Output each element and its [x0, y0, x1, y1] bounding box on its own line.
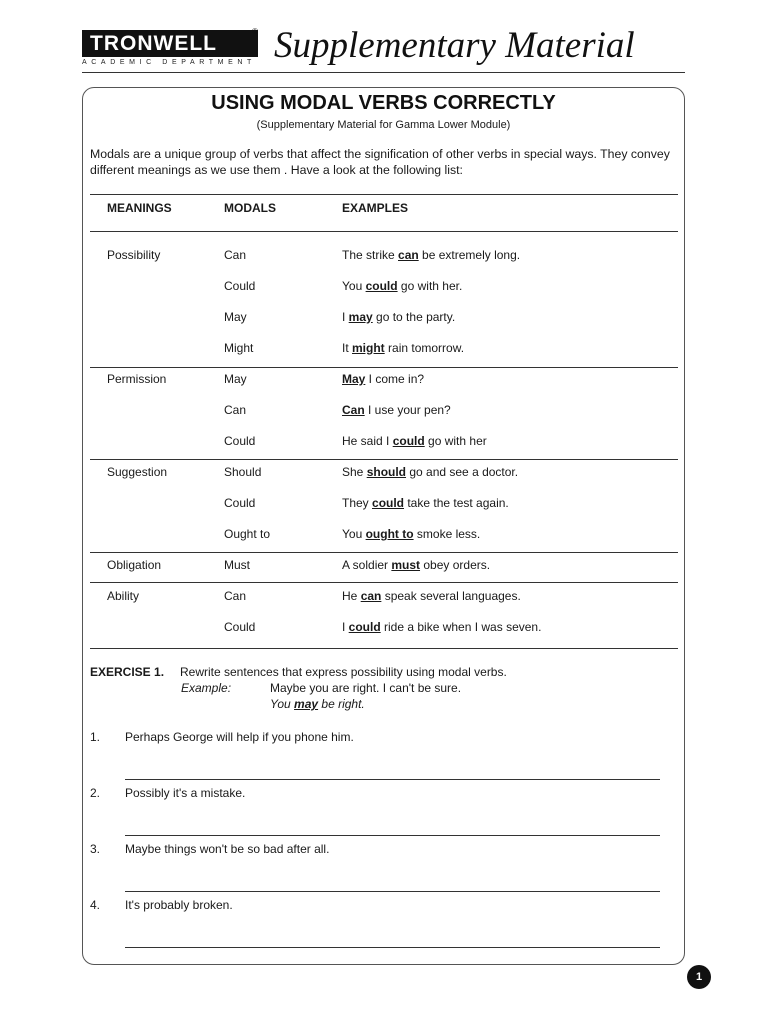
example-text-before: You — [342, 279, 366, 293]
example-text-before: He said I — [342, 434, 393, 448]
example-modal-word: May — [342, 372, 366, 386]
example-text-after: go to the party. — [372, 310, 456, 324]
cell-modal: Ought to — [224, 527, 271, 541]
table-top-rule — [90, 194, 678, 195]
cell-example — [342, 248, 520, 263]
example-text-after: go with her — [424, 434, 487, 448]
question-number: 1. — [90, 730, 101, 744]
example-text-before: He — [342, 589, 361, 603]
cell-modal: Must — [224, 558, 251, 572]
column-header-modals: MODALS — [224, 201, 276, 215]
example-modal-word: can — [398, 248, 419, 262]
example-text-after: be extremely long. — [418, 248, 521, 262]
group-divider — [90, 367, 678, 368]
cell-modal: Can — [224, 403, 247, 417]
logo-registered-mark: ® — [252, 27, 258, 36]
answer-line[interactable] — [125, 891, 660, 892]
group-divider — [90, 552, 678, 553]
example-modal-word: could — [365, 279, 398, 293]
example-modal-word: must — [391, 558, 421, 572]
example-text-before: You — [342, 527, 366, 541]
header-divider — [82, 72, 685, 73]
example-text-after: take the test again. — [404, 496, 509, 510]
cell-example — [342, 527, 480, 542]
header-title: Supplementary Material — [274, 25, 635, 66]
header-bottom-rule — [90, 231, 678, 232]
question-number: 4. — [90, 898, 101, 912]
document-title: USING MODAL VERBS CORRECTLY — [211, 92, 556, 114]
logo-text: TRONWELL — [90, 32, 217, 55]
example-text-after: ride a bike when I was seven. — [380, 620, 542, 634]
group-divider — [90, 582, 678, 583]
tronwell-logo — [82, 30, 258, 57]
example-modal-word: Can — [342, 403, 365, 417]
intro-paragraph: Modals are a unique group of verbs that affect the signification of other verbs in special ways. They convey different meanings as we use them . Have a look at the following list: — [90, 147, 670, 177]
example-text-after: go with her. — [397, 279, 463, 293]
example-modal-word: could — [348, 620, 381, 634]
cell-meaning: Ability — [107, 589, 140, 603]
question-number: 3. — [90, 842, 101, 856]
example-modal-word: ought to — [365, 527, 414, 541]
group-divider — [90, 459, 678, 460]
cell-example — [342, 496, 509, 511]
cell-example — [342, 620, 541, 635]
cell-example — [342, 465, 518, 480]
example-modal-word: may — [348, 310, 373, 324]
example-text-before: I — [342, 620, 349, 634]
cell-example — [342, 372, 424, 387]
example-text-before: She — [342, 465, 367, 479]
cell-meaning: Suggestion — [107, 465, 168, 479]
question-text: Possibly it's a mistake. — [125, 786, 246, 800]
example-label: Example: — [181, 681, 232, 695]
example-text-after: speak several languages. — [381, 589, 521, 603]
logo-subtitle: ACADEMIC DEPARTMENT — [82, 59, 256, 66]
example-text-after: smoke less. — [413, 527, 481, 541]
cell-meaning: Permission — [107, 372, 167, 386]
cell-modal: Could — [224, 496, 256, 510]
cell-example — [342, 434, 487, 449]
question-text: Maybe things won't be so bad after all. — [125, 842, 330, 856]
example-modal-word: might — [352, 341, 385, 355]
example-text-before: They — [342, 496, 373, 510]
exercise-instruction: Rewrite sentences that express possibility using modal verbs. — [180, 665, 507, 679]
example-modal-word: could — [372, 496, 405, 510]
cell-modal: Could — [224, 434, 256, 448]
example-text-after: I come in? — [365, 372, 425, 386]
cell-modal: Can — [224, 248, 247, 262]
question-text: Perhaps George will help if you phone him. — [125, 730, 354, 744]
exercise-label: EXERCISE 1. — [90, 665, 165, 679]
answer-line[interactable] — [125, 835, 660, 836]
cell-modal: May — [224, 372, 247, 386]
column-header-meanings: MEANINGS — [107, 201, 172, 215]
example-text-before: The strike — [342, 248, 399, 262]
example-modal-word: can — [360, 589, 382, 603]
question-number: 2. — [90, 786, 101, 800]
example-text: Maybe you are right. I can't be sure. — [270, 681, 462, 695]
answer-line[interactable] — [125, 779, 660, 780]
example-text-after: rain tomorrow. — [384, 341, 465, 355]
cell-example — [342, 310, 455, 325]
cell-example — [342, 279, 462, 294]
example-modal-word: could — [392, 434, 425, 448]
page-number: 1 — [687, 965, 711, 989]
cell-example — [342, 558, 490, 573]
example-text-after: I use your pen? — [364, 403, 451, 417]
column-header-examples: EXAMPLES — [342, 201, 409, 215]
cell-example — [342, 403, 451, 418]
content-panel — [82, 87, 685, 965]
example-modal-word: should — [366, 465, 407, 479]
document-subtitle: (Supplementary Material for Gamma Lower Module) — [256, 119, 511, 131]
cell-example — [342, 341, 464, 356]
cell-modal: Might — [224, 341, 254, 355]
answer-line[interactable] — [125, 947, 660, 948]
cell-modal: Should — [224, 465, 262, 479]
cell-example — [342, 589, 521, 604]
example-answer — [270, 697, 365, 711]
cell-modal: Could — [224, 279, 256, 293]
example-answer-pre: You — [270, 697, 295, 711]
example-text-after: go and see a doctor. — [406, 465, 519, 479]
example-text-before: It — [342, 341, 353, 355]
example-text-after: obey orders. — [420, 558, 491, 572]
example-text-before: I — [342, 310, 349, 324]
question-text: It's probably broken. — [125, 898, 233, 912]
cell-meaning: Obligation — [107, 558, 162, 572]
example-answer-modal: may — [294, 697, 319, 711]
cell-modal: May — [224, 310, 247, 324]
example-answer-post: be right. — [318, 697, 365, 711]
cell-modal: Could — [224, 620, 256, 634]
cell-modal: Can — [224, 589, 247, 603]
group-divider — [90, 648, 678, 649]
cell-meaning: Possibility — [107, 248, 161, 262]
example-text-before: A soldier — [342, 558, 392, 572]
